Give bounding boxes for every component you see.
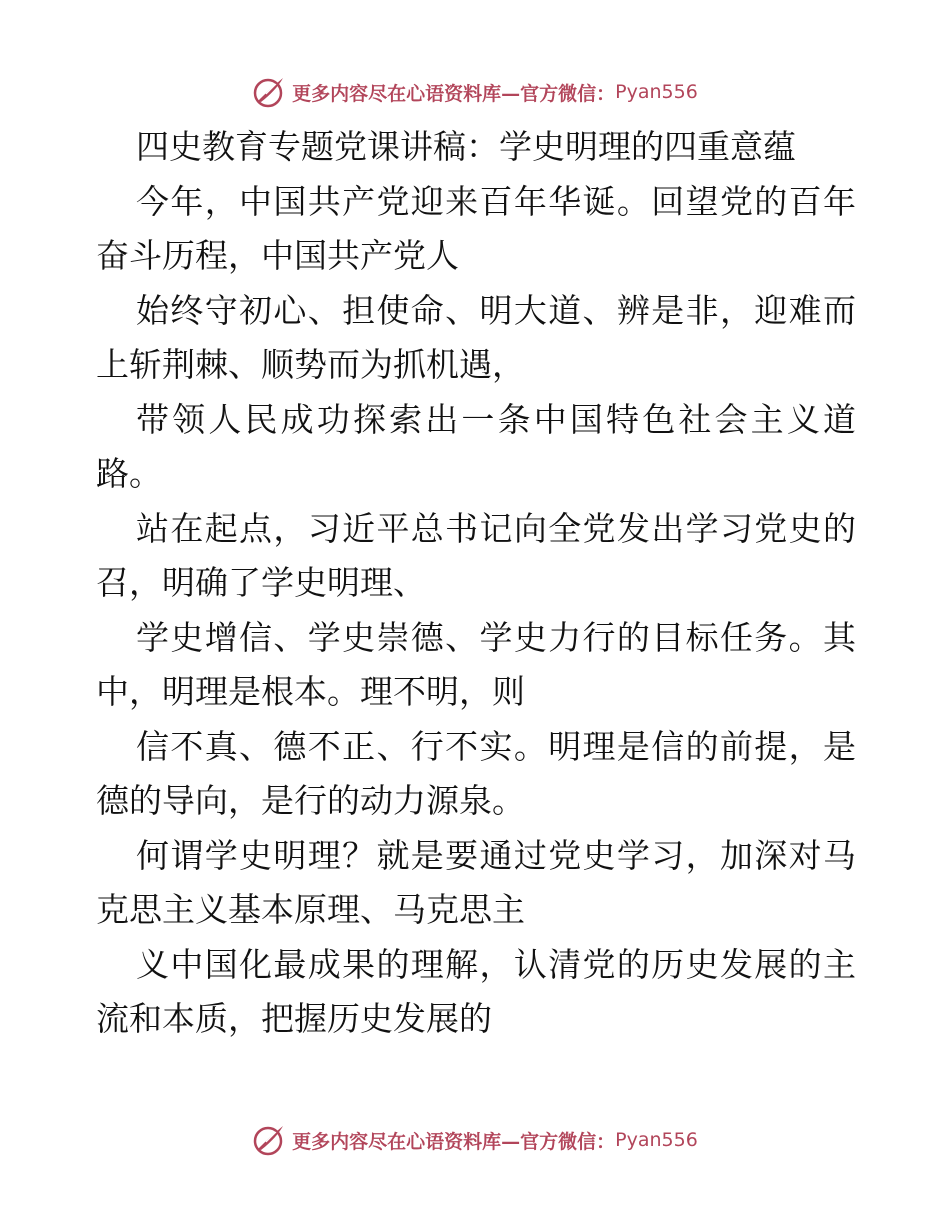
header-watermark <box>0 72 950 112</box>
paragraph: 带领人民成功探索出一条中国特色社会主义道路。 <box>96 399 856 493</box>
quill-pen-logo-icon <box>252 1123 286 1157</box>
quill-pen-logo-icon <box>252 75 286 109</box>
document-title: 四史教育专题党课讲稿：学史明理的四重意蕴 <box>136 127 796 166</box>
watermark-text: 更多内容尽在心语资料库—官方微信： <box>292 82 616 105</box>
watermark-text: 更多内容尽在心语资料库—官方微信： <box>292 1130 616 1153</box>
footer-watermark <box>0 1120 950 1160</box>
paragraph: 今年，中国共产党迎来百年华诞。回望党的百年奋斗历程，中国共产党人 <box>96 181 856 275</box>
watermark-wechat-id: Pyan556 <box>615 81 698 103</box>
paragraph: 何谓学史明理？就是要通过党史学习，加深对马克思主义基本原理、马克思主 <box>96 835 856 929</box>
paragraph: 站在起点，习近平总书记向全党发出学习党史的召，明确了学史明理、 <box>96 508 856 602</box>
paragraph: 学史增信、学史崇德、学史力行的目标任务。其中，明理是根本。理不明，则 <box>96 617 856 711</box>
paragraph: 始终守初心、担使命、明大道、辨是非，迎难而上斩荆棘、顺势而为抓机遇， <box>96 290 856 384</box>
paragraph: 义中国化最成果的理解，认清党的历史发展的主流和本质，把握历史发展的 <box>96 944 856 1038</box>
paragraph: 信不真、德不正、行不实。明理是信的前提，是德的导向，是行的动力源泉。 <box>96 726 856 820</box>
document-body <box>96 120 856 1047</box>
watermark-wechat-id: Pyan556 <box>615 1129 698 1151</box>
